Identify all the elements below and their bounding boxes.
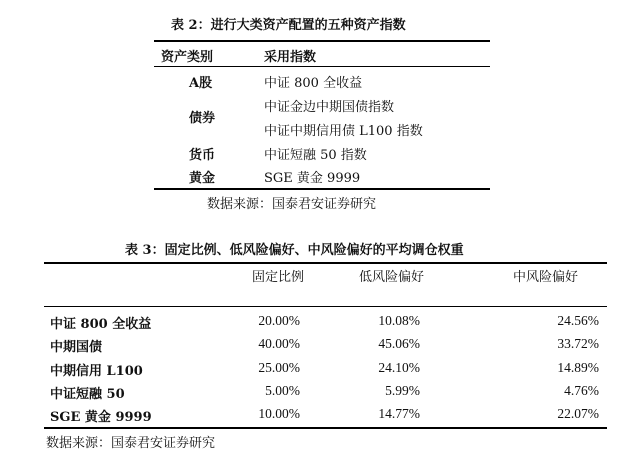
table3-header-low-risk: 低风险偏好 <box>359 270 425 285</box>
table3-header-rule <box>44 306 607 307</box>
table2-header-rule <box>154 66 490 67</box>
table2-caption: 表 2：进行大类资产配置的五种资产指数 <box>171 18 406 33</box>
table2-top-rule <box>154 40 490 42</box>
table3-row-name: 中证 800 全收益 <box>50 317 152 332</box>
table3-source: 数据来源：国泰君安证券研究 <box>46 436 216 451</box>
table3-cell-mid-risk: 14.89% <box>557 360 599 375</box>
table2-index-treasury: 中证金边中期国债指数 <box>264 100 395 115</box>
table2-category-a-shares: A股 <box>189 76 213 91</box>
table3-bottom-rule <box>44 427 607 429</box>
table2-index-short-financing: 中证短融 50 指数 <box>264 148 367 163</box>
table2-bottom-rule <box>154 188 490 190</box>
table3-cell-low-risk: 5.99% <box>385 383 420 398</box>
table3-header-fixed: 固定比例 <box>252 270 305 285</box>
table3-row-name: 中期信用 L100 <box>50 364 143 379</box>
table2-source: 数据来源：国泰君安证券研究 <box>207 197 377 212</box>
table3-cell-fixed: 5.00% <box>265 383 300 398</box>
table3-caption: 表 3：固定比例、低风险偏好、中风险偏好的平均调仓权重 <box>125 243 464 258</box>
table3-cell-low-risk: 24.10% <box>378 360 420 375</box>
table3-cell-fixed: 20.00% <box>258 313 300 328</box>
table2-index-csi800: 中证 800 全收益 <box>264 76 363 91</box>
table3-cell-mid-risk: 22.07% <box>557 406 599 421</box>
table3-cell-mid-risk: 33.72% <box>557 336 599 351</box>
table3-cell-mid-risk: 4.76% <box>564 383 599 398</box>
table2-index-sge-gold: SGE 黄金 9999 <box>264 171 361 186</box>
table3-cell-fixed: 40.00% <box>258 336 300 351</box>
table3-row-name: SGE 黄金 9999 <box>50 410 152 425</box>
table3-row-name: 中期国债 <box>50 340 103 355</box>
table3-cell-mid-risk: 24.56% <box>557 313 599 328</box>
table2-header-category: 资产类别 <box>161 50 214 65</box>
table3-cell-low-risk: 45.06% <box>378 336 420 351</box>
table3-cell-fixed: 25.00% <box>258 360 300 375</box>
table3-row-name: 中证短融 50 <box>50 387 125 402</box>
table3-cell-fixed: 10.00% <box>258 406 300 421</box>
table3-header-mid-risk: 中风险偏好 <box>513 270 579 285</box>
table2-category-money: 货币 <box>189 148 216 163</box>
table3-top-rule <box>44 262 607 264</box>
table2-category-gold: 黄金 <box>189 171 216 186</box>
table2-header-index: 采用指数 <box>264 50 317 65</box>
table2-index-credit: 中证中期信用债 L100 指数 <box>264 124 423 139</box>
table3-cell-low-risk: 10.08% <box>378 313 420 328</box>
table3-cell-low-risk: 14.77% <box>378 406 420 421</box>
table2-category-bonds: 债券 <box>189 111 216 126</box>
